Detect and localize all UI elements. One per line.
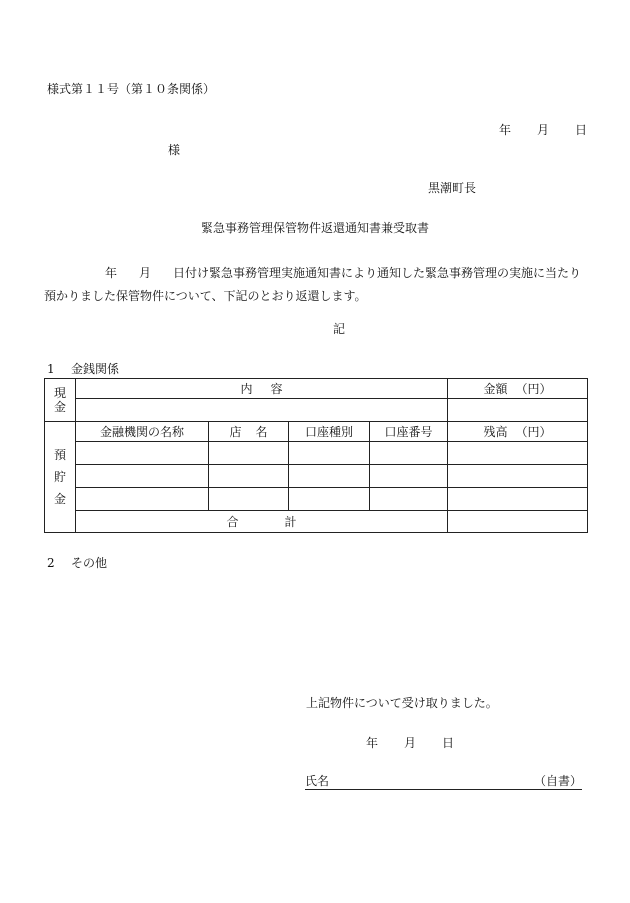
account-number-cell[interactable] <box>370 488 448 511</box>
balance-header: 残高 （円） <box>448 422 588 442</box>
balance-cell[interactable] <box>448 465 588 488</box>
date-month-label: 月 <box>537 123 550 137</box>
branch-cell[interactable] <box>209 465 289 488</box>
body-year: 年 <box>105 266 118 280</box>
body-paragraph <box>44 262 586 308</box>
total-amount-cell[interactable] <box>448 511 588 533</box>
cash-label: 現 金 <box>45 379 76 422</box>
section-2-number: 2 <box>47 556 55 570</box>
document-title: 緊急事務管理保管物件返還通知書兼受取書 <box>200 221 429 235</box>
savings-label: 預 貯 金 <box>45 422 76 533</box>
ki-heading: 記 <box>332 322 345 336</box>
section-1-number: 1 <box>47 362 55 376</box>
receipt-year-label: 年 <box>366 736 379 750</box>
receipt-day-label: 日 <box>442 736 455 750</box>
date-year-label: 年 <box>499 123 512 137</box>
account-type-cell[interactable] <box>289 488 370 511</box>
balance-cell[interactable] <box>448 488 588 511</box>
account-number-header: 口座番号 <box>370 422 448 442</box>
branch-header: 店 名 <box>209 422 289 442</box>
account-type-cell[interactable] <box>289 442 370 465</box>
bank-name-cell[interactable] <box>76 465 209 488</box>
bank-name-cell[interactable] <box>76 442 209 465</box>
date-day-label: 日 <box>575 123 588 137</box>
total-label: 合 計 <box>76 511 448 533</box>
cash-content-cell[interactable] <box>76 399 448 422</box>
date-header <box>499 124 587 136</box>
account-number-cell[interactable] <box>370 465 448 488</box>
name-label: 氏名 <box>305 774 330 788</box>
bank-name-header: 金融機関の名称 <box>76 422 209 442</box>
account-type-header: 口座種別 <box>289 422 370 442</box>
money-table <box>44 378 588 533</box>
section-2-title: その他 <box>71 556 108 570</box>
bank-name-cell[interactable] <box>76 488 209 511</box>
issuer-name: 黒潮町長 <box>428 181 477 195</box>
receipt-month-label: 月 <box>404 736 417 750</box>
table-row <box>45 442 588 465</box>
account-number-cell[interactable] <box>370 442 448 465</box>
amount-header: 金額 （円） <box>448 379 588 399</box>
section-1-title: 金銭関係 <box>71 362 120 376</box>
branch-cell[interactable] <box>209 442 289 465</box>
form-number: 様式第１１号（第１０条関係） <box>47 82 216 96</box>
table-row <box>45 488 588 511</box>
account-type-cell[interactable] <box>289 465 370 488</box>
addressee: 様 <box>168 143 181 157</box>
section-2-heading <box>47 557 107 569</box>
receipt-date <box>366 737 454 749</box>
handwritten-note: （自書） <box>533 774 582 788</box>
branch-cell[interactable] <box>209 488 289 511</box>
content-header: 内 容 <box>76 379 448 399</box>
body-text: 日付け緊急事務管理実施通知書により通知した緊急事務管理の実施に当たり預かりました保管物件について、下記のとおり返還します。 <box>44 266 582 303</box>
section-1-heading <box>47 363 119 375</box>
body-month: 月 <box>139 266 152 280</box>
name-signature-field[interactable] <box>305 775 582 790</box>
cash-amount-cell[interactable] <box>448 399 588 422</box>
table-row <box>45 465 588 488</box>
balance-cell[interactable] <box>448 442 588 465</box>
received-statement: 上記物件について受け取りました。 <box>306 696 498 710</box>
